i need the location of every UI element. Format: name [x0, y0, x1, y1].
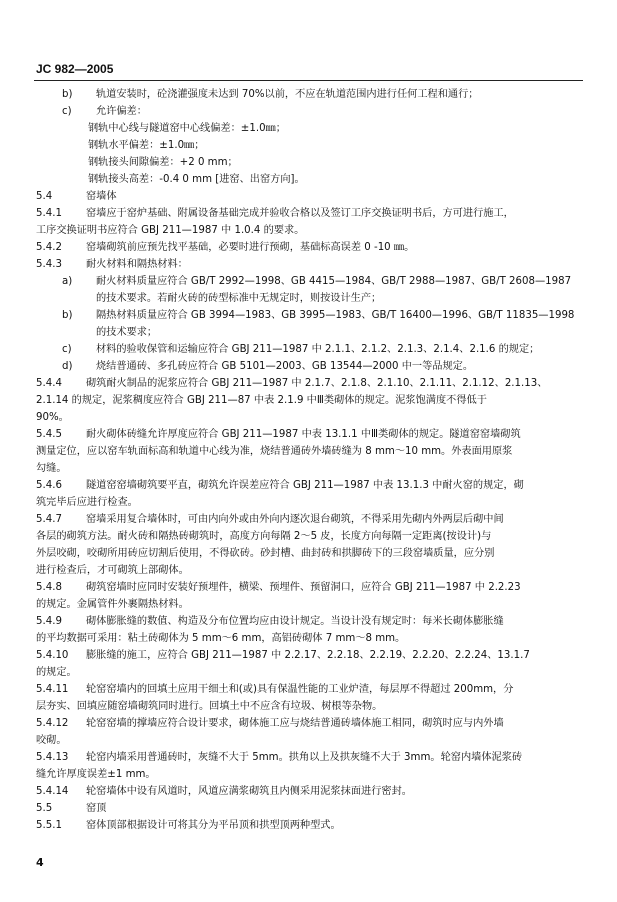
clause-text: 的规定。金属管件外裹隔热材料。 [36, 599, 189, 610]
clause [36, 647, 586, 664]
deviation-line: 钢轨接头高差：-0.4 0 mm [进窑、出窑方向]。 [88, 174, 305, 185]
clause-text: 轮窑窑墙内的回填土应用干细土和(或)具有保温性能的工业炉渣，每层厚不得超过 200mm，分 [86, 684, 514, 695]
list-text: 轨道安装时，砼浇灌强度未达到 70%以前，不应在轨道范围内进行任何工程和通行； [96, 89, 479, 100]
section-number: 5.4 [36, 191, 53, 202]
clause-text: 轮窑内墙采用普通砖时，灰缝不大于 5mm。拱角以上及拱灰缝不大于 3mm。轮窑内墙体泥浆砖 [86, 752, 523, 763]
section-heading [36, 800, 586, 817]
clause-number: 5.4.5 [36, 429, 62, 440]
section-heading [36, 188, 586, 205]
list-label: b) [62, 310, 73, 321]
clause-number: 5.4.10 [36, 650, 69, 661]
clause [36, 715, 586, 732]
clause-number: 5.4.11 [36, 684, 69, 695]
clause-text: 层夯实、回填应随窑墙砌筑同时进行。回填土中不应含有垃圾、树根等杂物。 [36, 701, 383, 712]
list-item [36, 86, 586, 103]
clause-text: 2.1.14 的规定，泥浆稠度应符合 GBJ 211—87 中表 2.1.9 中Ⅲ类砌体的规定。泥浆饱满度不得低于 [36, 395, 487, 406]
clause-number: 5.4.12 [36, 718, 69, 729]
list-text: 的技术要求。若耐火砖的砖型标准中无规定时，则按设计生产； [96, 293, 382, 304]
deviation-line: 钢轨中心线与隧道窑中心线偏差：±1.0㎜； [88, 123, 286, 134]
clause-text: 的平均数据可采用：粘土砖砌体为 5 mm～6 mm，高铝砖砌体 7 mm～8 mm。 [36, 633, 406, 644]
clause-text: 隧道窑窑墙砌筑要平直，砌筑允许误差应符合 GBJ 211—1987 中表 13.1.3 中耐火窑的规定，砌 [86, 480, 524, 491]
clause-text: 测量定位，应以窑车轨面标高和轨道中心线为准，烧结普通砖外墙砖缝为 8 mm～10 mm。外表面用原浆 [36, 446, 513, 457]
clause-text: 进行检查后，才可砌筑上部砌体。 [36, 565, 189, 576]
clause-text: 砌筑耐火制品的泥浆应符合 GBJ 211—1987 中 2.1.7、2.1.8、2.1.10、2.1.11、2.1.12、2.1.13、 [86, 378, 548, 389]
clause [36, 613, 586, 630]
list-label: c) [62, 106, 72, 117]
clause [36, 477, 586, 494]
clause-text: 外层咬砌，咬砌所用砖应切割后使用，不得砍砖。砂封槽、曲封砖和拱脚砖下的三段窑墙质量，应分别 [36, 548, 495, 559]
list-item [36, 341, 586, 358]
clause [36, 205, 586, 222]
document-body [36, 86, 586, 834]
clause-text: 90%。 [36, 412, 69, 423]
clause [36, 681, 586, 698]
clause-number: 5.4.3 [36, 259, 62, 270]
clause-number: 5.4.7 [36, 514, 62, 525]
deviation-line: 钢轨水平偏差：±1.0㎜； [88, 140, 205, 151]
clause [36, 426, 586, 443]
clause-text: 窑墙应于窑炉基础、附属设备基础完成并验收合格以及签订工序交换证明书后，方可进行施工， [86, 208, 514, 219]
header-divider [34, 80, 583, 81]
standard-code-header: JC 982—2005 [36, 62, 114, 76]
list-text: 材料的验收保管和运输应符合 GBJ 211—1987 中 2.1.1、2.1.2、2.1.3、2.1.4、2.1.6 的规定； [96, 344, 540, 355]
list-item [36, 358, 586, 375]
clause [36, 749, 586, 766]
clause-text: 的规定。 [36, 667, 77, 678]
clause-number: 5.4.1 [36, 208, 62, 219]
clause-number: 5.4.9 [36, 616, 62, 627]
clause-text: 各层的砌筑方法。耐火砖和隔热砖砌筑时，高度方向每隔 2～5 皮，长度方向每隔一定距离(按设计)与 [36, 531, 492, 542]
clause-text: 窑体顶部根据设计可将其分为平吊顶和拱型顶两种型式。 [86, 820, 341, 831]
section-title: 窑墙体 [86, 191, 117, 202]
list-label: b) [62, 89, 73, 100]
clause [36, 579, 586, 596]
clause-number: 5.4.4 [36, 378, 62, 389]
list-item [36, 273, 586, 290]
clause [36, 783, 586, 800]
list-label: d) [62, 361, 73, 372]
list-text: 允许偏差： [96, 106, 147, 117]
list-text: 的技术要求； [96, 327, 158, 338]
clause-number: 5.5.1 [36, 820, 62, 831]
clause-text: 窑墙砌筑前应预先找平基础，必要时进行预砌，基础标高误差 0 -10 ㎜。 [86, 242, 415, 253]
list-item [36, 307, 586, 324]
list-text: 隔热材料质量应符合 GB 3994—1983、GB 3995—1983、GB/T 16400—1996、GB/T 11835—1998 [96, 310, 575, 321]
clause-text: 耐火砌体砖缝允许厚度应符合 GBJ 211—1987 中表 13.1.1 中Ⅲ类砌体的规定。隧道窑窑墙砌筑 [86, 429, 521, 440]
clause-text: 工序交换证明书应符合 GBJ 211—1987 中 1.0.4 的要求。 [36, 225, 305, 236]
clause-text: 勾缝。 [36, 463, 67, 474]
clause-number: 5.4.8 [36, 582, 62, 593]
clause-text: 砌筑窑墙时应同时安装好预埋件，横梁、预埋件、预留洞口，应符合 GBJ 211—1987 中 2.2.23 [86, 582, 521, 593]
clause-text: 膨胀缝的施工，应符合 GBJ 211—1987 中 2.2.17、2.2.18、2.2.19、2.2.20、2.2.24、13.1.7 [86, 650, 530, 661]
list-label: c) [62, 344, 72, 355]
list-label: a) [62, 276, 73, 287]
page-number: 4 [36, 856, 44, 869]
clause-text: 缝允许厚度误差±1 mm。 [36, 769, 156, 780]
clause-number: 5.4.14 [36, 786, 69, 797]
clause [36, 817, 586, 834]
clause-text: 轮窑窑墙的撑墙应符合设计要求，砌体施工应与烧结普通砖墙体施工相同，砌筑时应与内外墙 [86, 718, 504, 729]
clause-number: 5.4.2 [36, 242, 62, 253]
clause-text: 砌体膨胀缝的数值、构造及分布位置均应由设计规定。当设计没有规定时：每米长砌体膨胀缝 [86, 616, 504, 627]
clause-text: 轮窑墙体中设有风道时，风道应满浆砌筑且内侧采用泥浆抹面进行密封。 [86, 786, 412, 797]
clause-text: 耐火材料和隔热材料： [86, 259, 188, 270]
list-text: 烧结普通砖、多孔砖应符合 GB 5101—2003、GB 13544—2000 中一等品规定。 [96, 361, 474, 372]
clause-text: 筑完毕后应进行检查。 [36, 497, 138, 508]
clause [36, 375, 586, 392]
deviation-line: 钢轨接头间隙偏差：+2 0 mm； [88, 157, 238, 168]
section-number: 5.5 [36, 803, 53, 814]
clause [36, 511, 586, 528]
list-text: 耐火材料质量应符合 GB/T 2992—1998、GB 4415—1984、GB/T 2988—1987、GB/T 2608—1987 [96, 276, 572, 287]
clause [36, 239, 586, 256]
list-item [36, 103, 586, 120]
clause [36, 256, 586, 273]
clause-text: 咬砌。 [36, 735, 67, 746]
clause-text: 窑墙采用复合墙体时，可由内向外或由外向内逐次退台砌筑，不得采用先砌内外两层后砌中间 [86, 514, 504, 525]
clause-number: 5.4.6 [36, 480, 62, 491]
section-title: 窑顶 [86, 803, 107, 814]
clause-number: 5.4.13 [36, 752, 69, 763]
